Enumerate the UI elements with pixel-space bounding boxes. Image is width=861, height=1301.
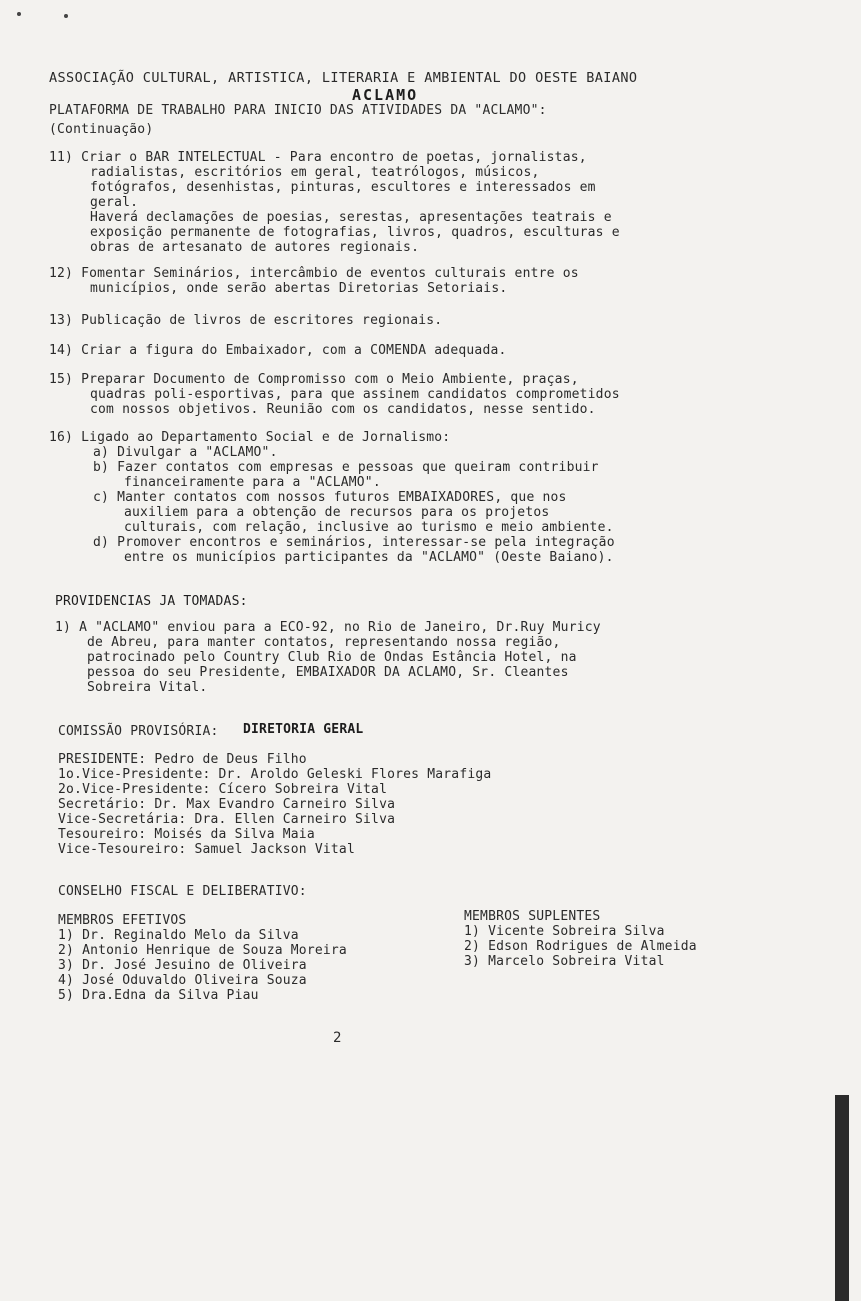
efetivo-member: 2) Antonio Henrique de Souza Moreira	[58, 943, 347, 958]
item-11-line: Haverá declamações de poesias, serestas, apresentações teatrais e	[90, 210, 612, 225]
diretoria-member: Vice-Secretária: Dra. Ellen Carneiro Silva	[58, 812, 396, 827]
diretoria-member: Secretário: Dr. Max Evandro Carneiro Silva	[58, 797, 396, 812]
providencias-line: pessoa do seu Presidente, EMBAIXADOR DA ACLAMO, Sr. Cleantes	[87, 665, 569, 680]
diretoria-member: Vice-Tesoureiro: Samuel Jackson Vital	[58, 842, 355, 857]
item-15-line: com nossos objetivos. Reunião com os candidatos, nesse sentido.	[90, 402, 596, 417]
providencias-line: de Abreu, para manter contatos, representando nossa região,	[87, 635, 561, 650]
diretoria-title: DIRETORIA GERAL	[243, 722, 364, 737]
item-16-line: c) Manter contatos com nossos futuros EMBAIXADORES, que nos	[93, 490, 567, 505]
providencias-line: patrocinado pelo Country Club Rio de Ondas Estância Hotel, na	[87, 650, 577, 665]
item-11-line: fotógrafos, desenhistas, pinturas, escultores e interessados em	[90, 180, 596, 195]
item-15-line: 15) Preparar Documento de Compromisso com o Meio Ambiente, praças,	[49, 372, 579, 387]
item-11-line: obras de artesanato de autores regionais.	[90, 240, 420, 255]
diretoria-member: PRESIDENTE: Pedro de Deus Filho	[58, 752, 307, 767]
item-11-line: geral.	[90, 195, 139, 210]
providencias-title: PROVIDENCIAS JA TOMADAS:	[55, 594, 248, 609]
suplente-member: 3) Marcelo Sobreira Vital	[464, 954, 665, 969]
item-11-line: 11) Criar o BAR INTELECTUAL - Para encontro de poetas, jornalistas,	[49, 150, 587, 165]
providencias-line: Sobreira Vital.	[87, 680, 208, 695]
item-14-line: 14) Criar a figura do Embaixador, com a COMENDA adequada.	[49, 343, 507, 358]
efetivo-member: 3) Dr. José Jesuino de Oliveira	[58, 958, 307, 973]
comissao-label: COMISSÃO PROVISÓRIA:	[58, 724, 219, 739]
diretoria-member: 2o.Vice-Presidente: Cícero Sobreira Vital	[58, 782, 388, 797]
item-11-line: exposição permanente de fotografias, livros, quadros, esculturas e	[90, 225, 620, 240]
page-number: 2	[333, 1030, 342, 1046]
efetivo-member: 5) Dra.Edna da Silva Piau	[58, 988, 259, 1003]
efetivo-member: 1) Dr. Reginaldo Melo da Silva	[58, 928, 299, 943]
item-13-line: 13) Publicação de livros de escritores regionais.	[49, 313, 443, 328]
item-16-line: a) Divulgar a "ACLAMO".	[93, 445, 278, 460]
item-16-line: b) Fazer contatos com empresas e pessoas que queiram contribuir	[93, 460, 599, 475]
item-12-line: municípios, onde serão abertas Diretorias Setoriais.	[90, 281, 508, 296]
speck-mark	[64, 14, 68, 18]
platform-title: PLATAFORMA DE TRABALHO PARA INICIO DAS ATIVIDADES DA "ACLAMO":	[49, 103, 547, 118]
item-16-line: financeiramente para a "ACLAMO".	[124, 475, 381, 490]
item-15-line: quadras poli-esportivas, para que assinem candidatos comprometidos	[90, 387, 620, 402]
item-16-line: culturais, com relação, inclusive ao turismo e meio ambiente.	[124, 520, 614, 535]
suplente-member: 2) Edson Rodrigues de Almeida	[464, 939, 697, 954]
scan-edge-shadow	[835, 1095, 849, 1301]
diretoria-member: Tesoureiro: Moisés da Silva Maia	[58, 827, 315, 842]
efetivos-title: MEMBROS EFETIVOS	[58, 913, 187, 928]
suplente-member: 1) Vicente Sobreira Silva	[464, 924, 665, 939]
item-16-line: entre os municípios participantes da "ACLAMO" (Oeste Baiano).	[124, 550, 614, 565]
item-12-line: 12) Fomentar Seminários, intercâmbio de eventos culturais entre os	[49, 266, 579, 281]
conselho-title: CONSELHO FISCAL E DELIBERATIVO:	[58, 884, 307, 899]
acronym-title: ACLAMO	[352, 86, 419, 104]
association-title: ASSOCIAÇÃO CULTURAL, ARTISTICA, LITERARIA E AMBIENTAL DO OESTE BAIANO	[49, 70, 638, 86]
item-16-line: d) Promover encontros e seminários, interessar-se pela integração	[93, 535, 615, 550]
efetivo-member: 4) José Oduvaldo Oliveira Souza	[58, 973, 307, 988]
item-16-line: auxiliem para a obtenção de recursos para os projetos	[124, 505, 550, 520]
speck-mark	[17, 12, 21, 16]
item-16-line: 16) Ligado ao Departamento Social e de Jornalismo:	[49, 430, 451, 445]
suplentes-title: MEMBROS SUPLENTES	[464, 909, 601, 924]
diretoria-member: 1o.Vice-Presidente: Dr. Aroldo Geleski Flores Marafiga	[58, 767, 492, 782]
item-11-line: radialistas, escritórios em geral, teatrólogos, músicos,	[90, 165, 540, 180]
providencias-line: 1) A "ACLAMO" enviou para a ECO-92, no Rio de Janeiro, Dr.Ruy Muricy	[55, 620, 601, 635]
continuation-note: (Continuação)	[49, 122, 154, 137]
